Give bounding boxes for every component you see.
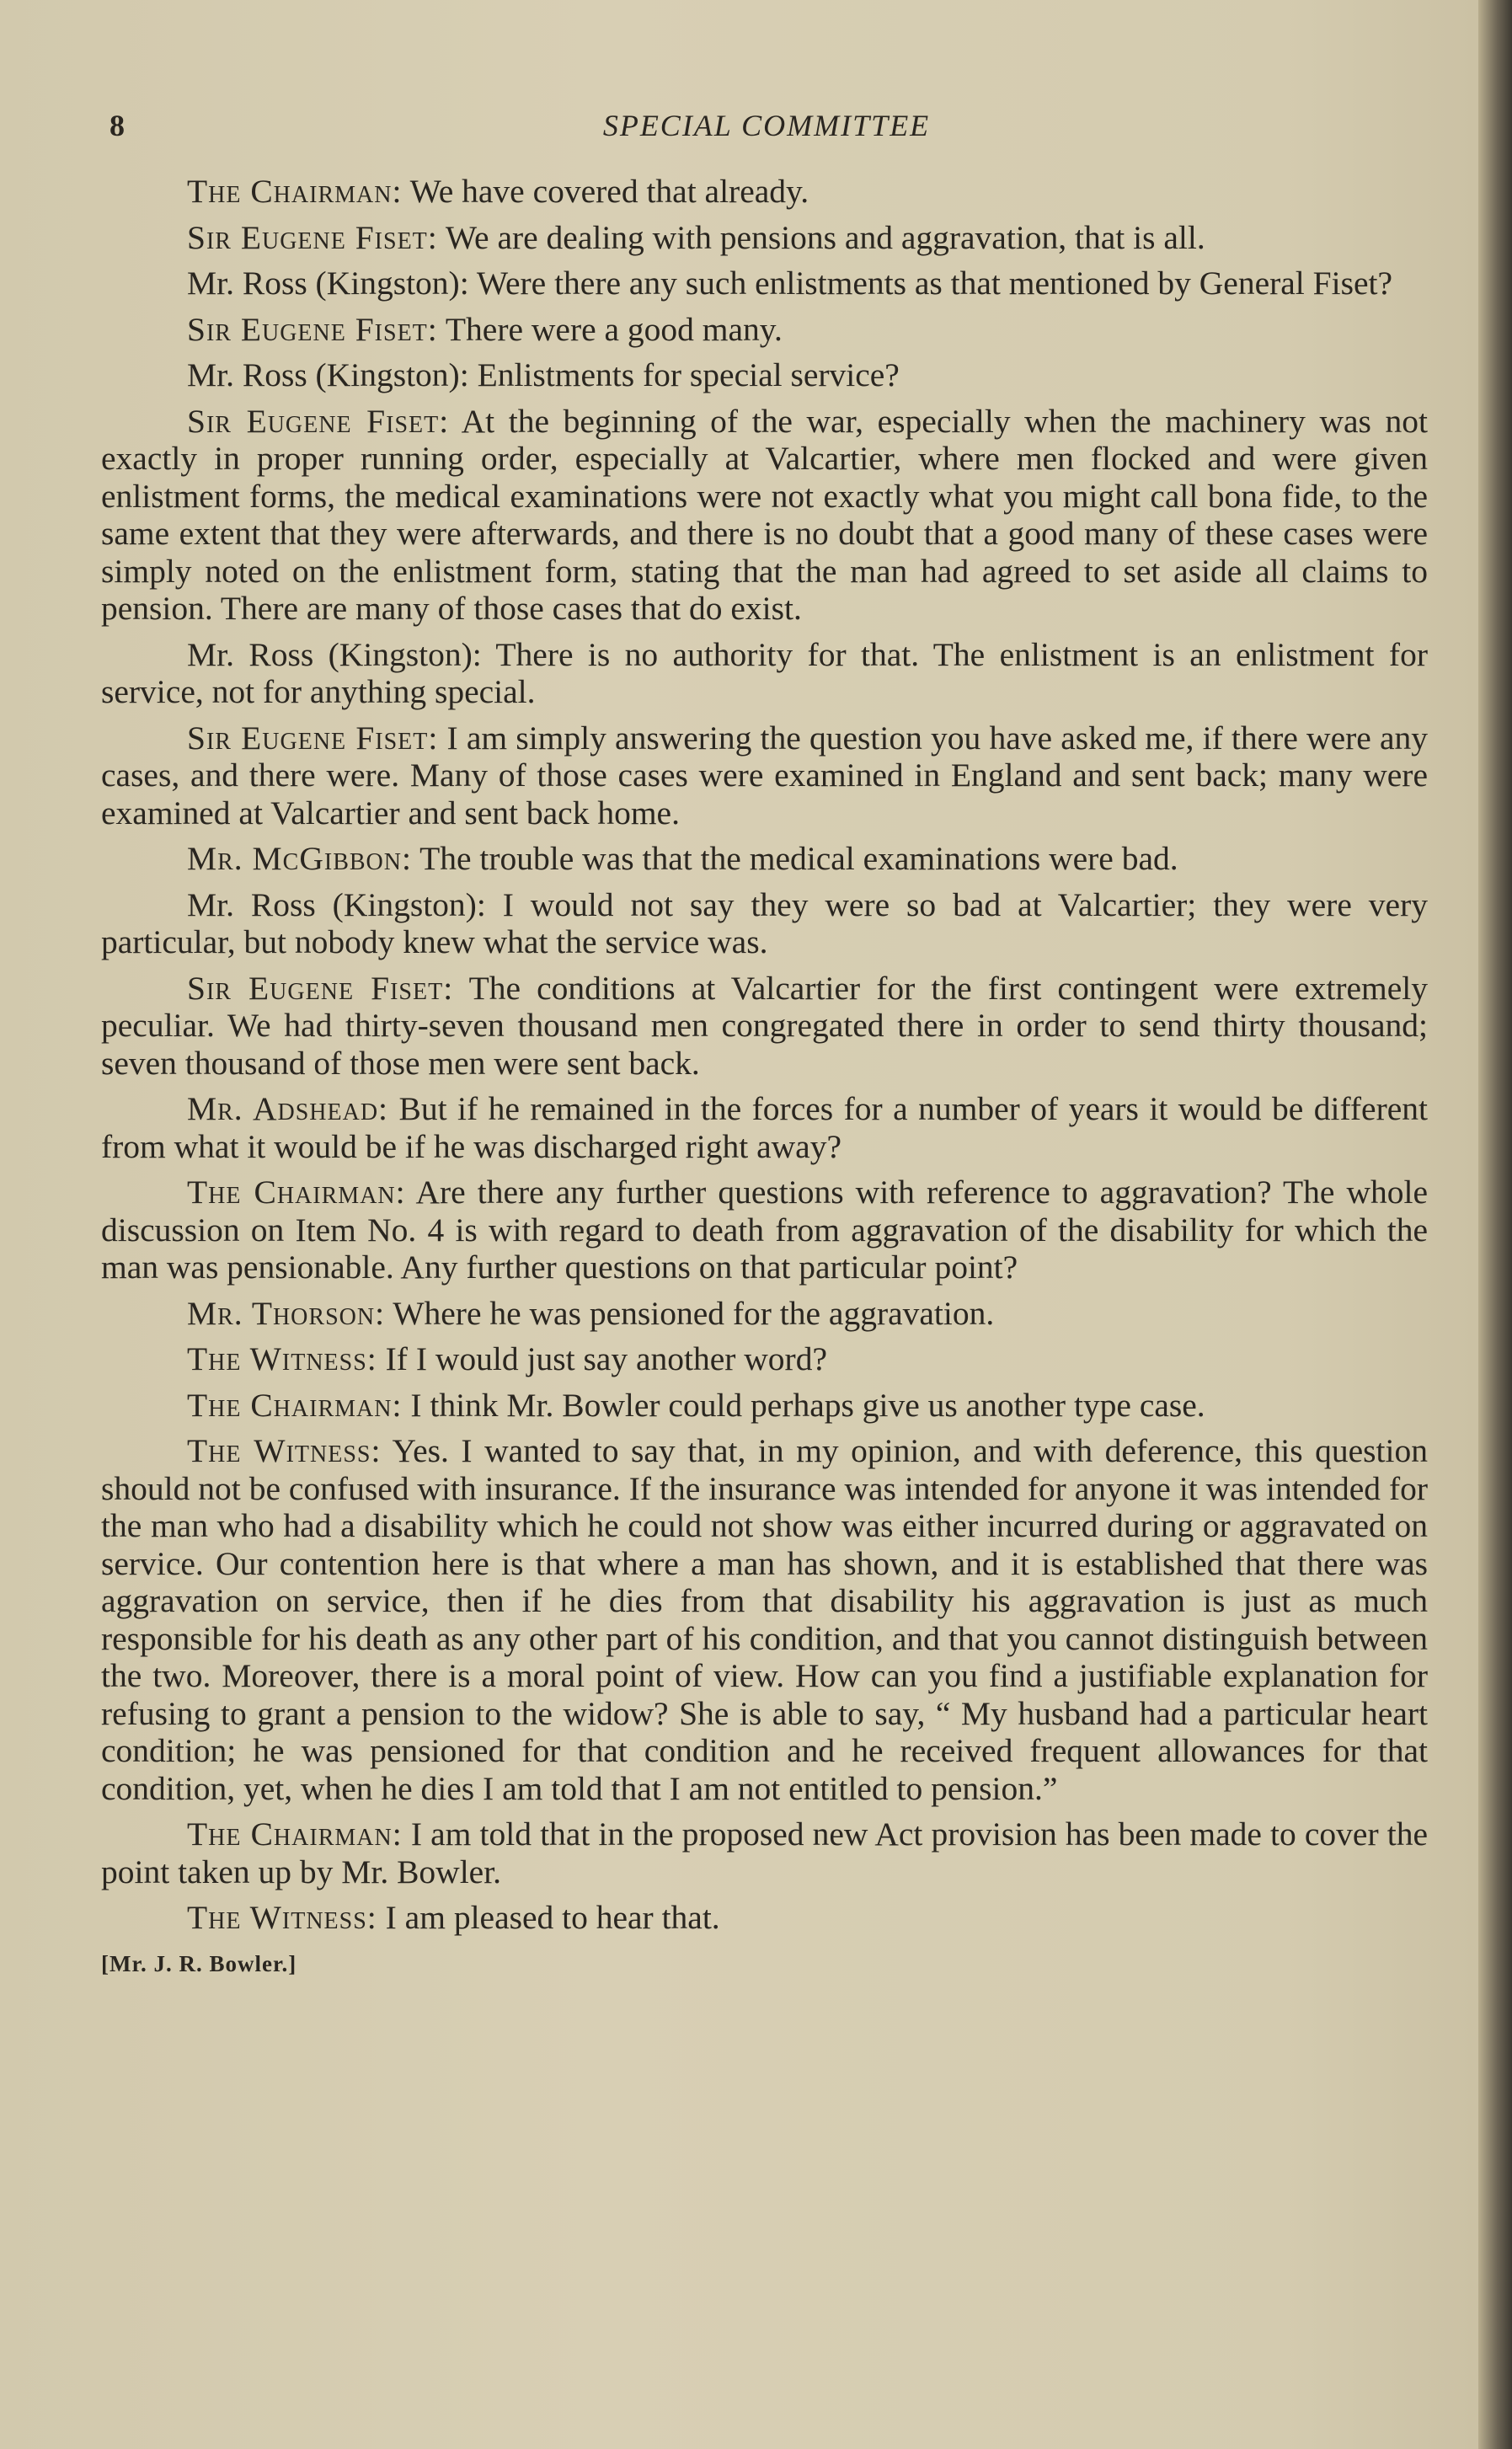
paragraph-text: There were a good many. [437, 310, 783, 348]
paragraph-text: But if he remained in the forces for a number of years it would be different from what it would be if he was discharged right away? [101, 1090, 1428, 1165]
paragraph [101, 1295, 1428, 1333]
paragraph-text: If I would just say another word? [377, 1340, 827, 1377]
paragraph-text: I am told that in the proposed new Act provision has been made to cover the point taken up by Mr. Bowler. [101, 1815, 1428, 1890]
paragraph [101, 403, 1428, 628]
paragraph-text: There is no authority for that. The enlistment is an enlistment for service, not for anything special. [101, 635, 1428, 710]
paragraph [101, 265, 1428, 302]
paragraph [101, 219, 1428, 257]
paragraph [101, 311, 1428, 349]
paragraph [101, 886, 1428, 961]
paragraph [101, 1432, 1428, 1807]
paragraph-text: Enlistments for special service? [468, 356, 900, 393]
running-head: SPECIAL COMMITTEE [602, 109, 931, 142]
paragraph-text: I am pleased to hear that. [377, 1899, 720, 1936]
paragraph [101, 1815, 1428, 1890]
paragraph-text: Were there any such enlistments as that mentioned by General Fiset? [468, 265, 1392, 302]
paragraph-text: Yes. I wanted to say that, in my opinion, and with deference, this question should not be confused with insurance. If the insurance was intended for anyone it was intended for the man who had a disability which he could not show was either incurred during or aggravated on service. Our contention here is that where a man has shown, and it is established that there was aggravation on service, then if he dies from that disability his aggravation is just as much responsible for his death as any other part of his condition, and that you cannot distinguish between the two. Moreover, there is a moral point of view. How can you find a justifiable explanation for refusing to grant a pension to the widow? She is able to say, “ My husband had a particular heart condition; he was pensioned for that condition and he received frequent allowances for that condition, yet, when he dies I am told that I am not entitled to pension.” [101, 1432, 1428, 1807]
paragraph [101, 173, 1428, 211]
speaker: The Chairman: [187, 173, 403, 210]
speaker: Mr. Ross (Kingston): [187, 635, 482, 673]
speaker-reference: [Mr. J. R. Bowler.] [101, 1950, 297, 1976]
paragraph-text: The conditions at Valcartier for the first contingent were extremely peculiar. We had thirty-seven thousand men congregated there in order to send thirty thousand; seven thousand of those men were sent back. [101, 969, 1429, 1082]
speaker: The Chairman: [187, 1174, 406, 1211]
paragraph [101, 1899, 1428, 1937]
speaker: Sir Eugene Fiset: [187, 719, 439, 757]
page-body [101, 173, 1428, 1982]
speaker: Mr. Ross (Kingston): [187, 885, 486, 923]
paragraph [101, 1090, 1428, 1165]
speaker: Mr. Ross (Kingston): [187, 356, 469, 393]
paragraph [101, 356, 1428, 394]
paragraph [101, 1387, 1428, 1425]
speaker: The Chairman: [187, 1386, 403, 1424]
speaker: The Witness: [187, 1432, 382, 1469]
speaker: Sir Eugene Fiset: [187, 218, 438, 256]
paragraph-text: I am simply answering the question you have asked me, if there were any cases, and there were. Many of those cases were examined in England and sent back; many were examined at Valcartier and sent back home. [101, 719, 1428, 831]
paragraph-text: We have covered that already. [402, 173, 809, 210]
page-number: 8 [110, 109, 125, 142]
speaker: The Witness: [187, 1340, 377, 1377]
paragraph [101, 1174, 1428, 1286]
paragraph [101, 719, 1428, 832]
paragraph [101, 636, 1428, 711]
paragraph-text: Are there any further questions with reference to aggravation? The whole discussion on Item No. 4 is with regard to death from aggravation of the disability for which the man was pensionable. Any further questions on that particular point? [101, 1174, 1428, 1286]
paragraph [101, 840, 1428, 878]
speaker: Mr. Adshead: [187, 1090, 389, 1127]
speaker: Sir Eugene Fiset: [187, 969, 454, 1007]
speaker: The Chairman: [187, 1815, 403, 1853]
book-binding-edge [1478, 0, 1512, 2449]
paragraph [101, 1340, 1428, 1378]
speaker: Sir Eugene Fiset: [187, 310, 438, 348]
paragraph-text: Where he was pensioned for the aggravation. [385, 1294, 995, 1332]
speaker: Sir Eugene Fiset: [187, 402, 450, 440]
speaker: The Witness: [187, 1899, 377, 1936]
paragraph-text: At the beginning of the war, especially when the machinery was not exactly in proper running order, especially at Valcartier, where men flocked and were given enlistment forms, the medical examinations were not exactly what you might call bona fide, to the same extent that they were afterwards, and there is no doubt that a good many of these cases were simply noted on the enlistment form, stating that the man had agreed to set aside all claims to pension. There are many of those cases that do exist. [101, 402, 1428, 627]
paragraph-text: The trouble was that the medical examinations were bad. [411, 840, 1178, 877]
paragraph-text: I think Mr. Bowler could perhaps give us another type case. [402, 1386, 1205, 1424]
speaker: Mr. McGibbon: [187, 840, 412, 877]
paragraph [101, 970, 1428, 1083]
speaker: Mr. Ross (Kingston): [187, 265, 469, 302]
speaker: Mr. Thorson: [187, 1294, 386, 1332]
paragraph-text: We are dealing with pensions and aggravation, that is all. [437, 218, 1205, 256]
paragraph-text: I would not say they were so bad at Valcartier; they were very particular, but nobody knew what the service was. [101, 885, 1428, 960]
page-header [110, 108, 1424, 150]
